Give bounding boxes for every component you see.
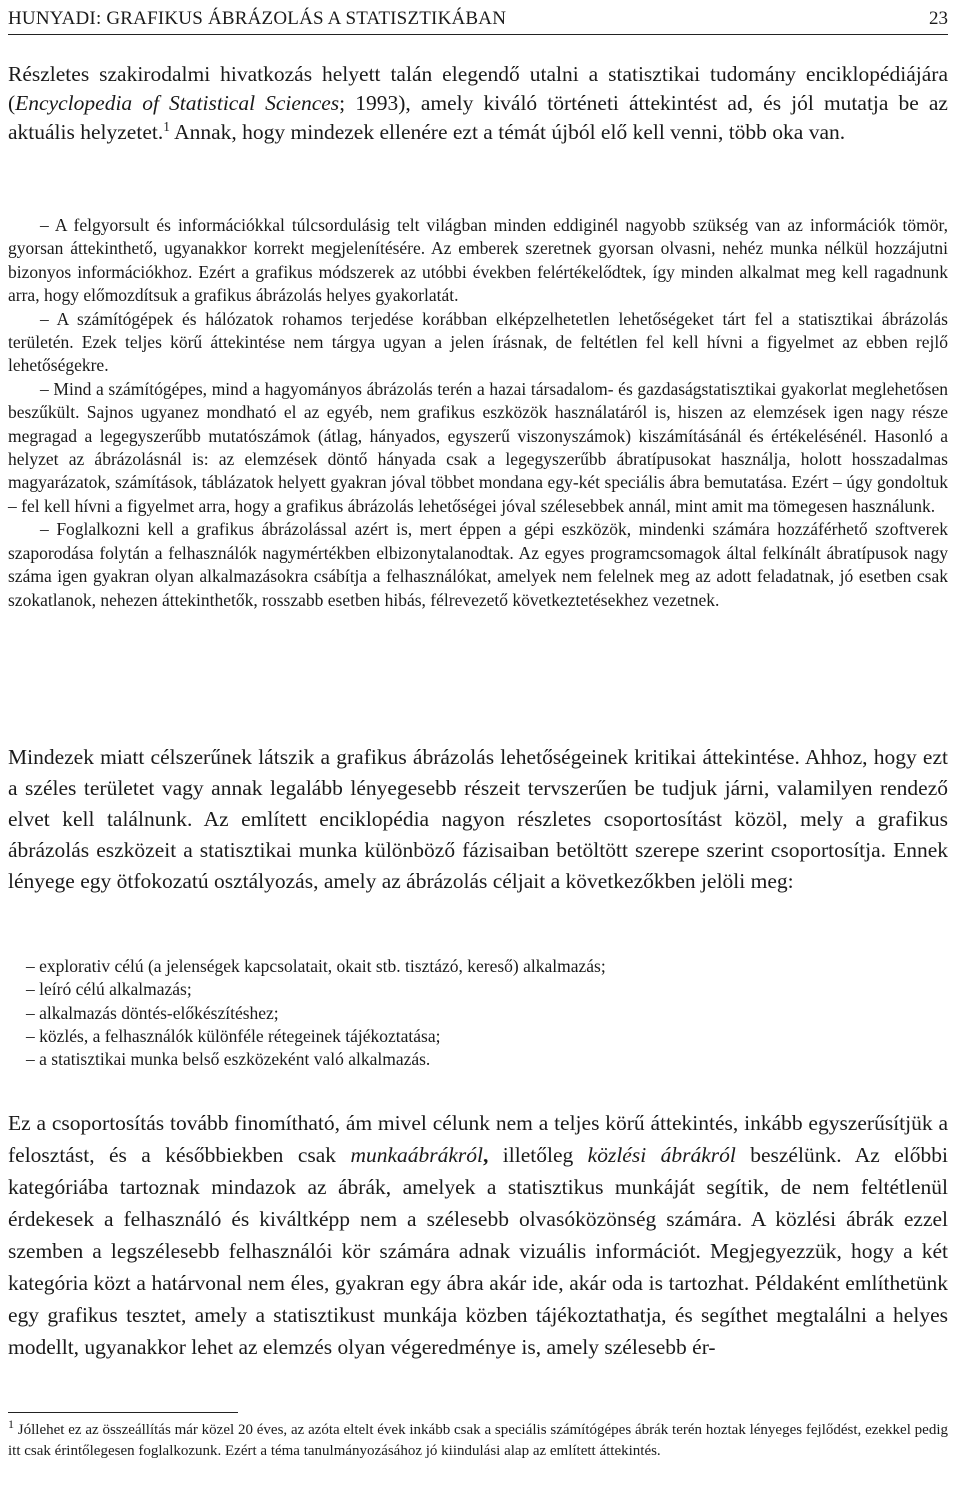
bottom-paragraph xyxy=(8,1107,948,1363)
list-item: – leíró célú alkalmazás; xyxy=(8,978,606,1001)
intro-text-1: Részletes szakirodalmi hivatkozás helyett talán elegendő utalni a statisztikai tudomány enciklopédiájára ( xyxy=(8,62,948,115)
intro-text-3: Annak, hogy mindezek ellenére ezt a témát újból elő kell venni, több oka van. xyxy=(169,120,846,144)
bottom-text-3: beszélünk. Az előbbi kategóriába tartoznak mindazok az ábrák, amelyek a statisztikus munkáját segítik, de nem feltétlenül érdekesek a felhasználó és kiváltképp nem a szélesebb olvasóközönség számára. A közlési ábrák ezzel szemben a legszélesebb felhasználói kör számára adnak vizuális információt. Megjegyezzük, hogy a két kategória közt a határvonal nem éles, gyakran egy ábra akár ide, akár oda is tartozhat. Példaként említhetünk egy grafikus tesztet, amely a statisztikust munkája közben tájékoztathatja, és segíthet megtalálni a helyes modellt, ugyanakkor lehet az elemzés olyan végeredménye is, amely szélesebb ér- xyxy=(8,1143,948,1359)
list-item: – a statisztikai munka belső eszközeként való alkalmazás. xyxy=(8,1048,606,1071)
list-item: – explorativ célú (a jelenségek kapcsolatait, okait stb. tisztázó, kereső) alkalmazás; xyxy=(8,955,606,978)
running-header xyxy=(8,4,948,35)
bottom-text-1: Ez a csoportosítás tovább finomítható, ám mivel célunk nem a teljes körű áttekintés, inkább egyszerűsítjük a felosztást, és a későbbiekben csak xyxy=(8,1111,948,1167)
footnote-divider xyxy=(8,1412,238,1413)
small-paragraphs-section xyxy=(8,214,948,612)
list-item: – közlés, a felhasználók különféle rétegeinek tájékoztatása; xyxy=(8,1025,606,1048)
term-munkaabrak: munkaábrákról xyxy=(350,1143,484,1167)
intro-section xyxy=(8,60,948,147)
footnote-mark: 1 xyxy=(8,1417,14,1431)
list-item: – alkalmazás döntés-előkészítéshez; xyxy=(8,1002,606,1025)
bottom-section xyxy=(8,1107,948,1363)
footnote xyxy=(8,1417,948,1462)
intro-text-2: ; 1993), amely kiváló történeti áttekintést ad, és jól mutatja be az aktuális helyzetet. xyxy=(8,91,948,144)
purpose-list xyxy=(8,955,606,1071)
paragraph-4: – Foglalkozni kell a grafikus ábrázolással azért is, mert éppen a gépi eszközök, mindenki számára hozzáférhető szoftverek szaporodása folytán a felhasználók nagymértékben elbizonytalanodtak. Az egyes programcsomagok által felkínált ábratípusok nagy száma igen gyakran olyan alkalmazásokra csábítja a felhasználókat, amelyek nem felelnek meg az adott feladatnak, jó esetben csak szokatlanok, nehezen áttekinthetők, rosszabb esetben hibás, félrevezető következtetésekhez vezetnek. xyxy=(8,518,948,612)
page-number: 23 xyxy=(929,8,948,29)
footnote-reference[interactable]: 1 xyxy=(163,118,170,134)
intro-paragraph xyxy=(8,60,948,147)
term-kozlesi-abrak: közlési ábrákról xyxy=(587,1143,736,1167)
bottom-text-2: illetőleg xyxy=(488,1143,588,1167)
mid-section xyxy=(8,742,948,897)
paragraph-1: – A felgyorsult és információkkal túlcsordulásig telt világban minden eddiginél nagyobb szükség van az információk tömör, gyorsan áttekinthető, ugyanakkor korrekt megjelenítésére. Az emberek szeretnek gyorsan olvasni, nehéz munka nélkül hozzájutni bizonyos információkhoz. Ezért a grafikus módszerek az utóbbi években felértékelődtek, így minden alkalmat meg kell ragadnunk arra, hogy előmozdítsuk a grafikus ábrázolás helyes gyakorlatát. xyxy=(8,214,948,308)
intro-encyclopedia-title: Encyclopedia of Statistical Sciences xyxy=(15,91,340,115)
paragraph-2: – A számítógépek és hálózatok rohamos terjedése korábban elképzelhetetlen lehetőségeket tárt fel a statisztikai ábrázolás területén. Ezek teljes körű áttekintése nem tárgya ugyan a jelen írásnak, de feltétlen fel kell hívni a figyelmet az ebben rejlő lehetőségekre. xyxy=(8,308,948,378)
paragraph-3: – Mind a számítógépes, mind a hagyományos ábrázolás terén a hazai társadalom- és gazdaságstatisztikai gyakorlat meglehetősen beszűkült. Sajnos ugyanez mondható el az egyéb, nem grafikus eszközök használatáról is, hiszen az elemzések igen nagy része megragad a legegyszerűbb mutatószámok (átlag, hányados, egyszerű viszonyszámok) kiszámításánál és értékelésénél. Hasonló a helyzet az ábrázolásnál is: az elemzések döntő hányada csak a legegyszerűbb ábratípusokat használja, holott hosszadalmas magyarázatok, számítások, táblázatok helyett gyakran jóval többet mondana egy-két speciális ábra bemutatása. Ezért – úgy gondoltuk – fel kell hívni a figyelmet arra, hogy a grafikus ábrázolás lehetőségei jóval szélesebbek annál, mint amit ma tömegesen használunk. xyxy=(8,378,948,518)
mid-paragraph: Mindezek miatt célszerűnek látszik a grafikus ábrázolás lehetőségeinek kritikai áttekintése. Ahhoz, hogy ezt a széles területet vagy annak legalább lényegesebb részeit tervszerűen be tudjuk járni, valamilyen rendező elvet kell találnunk. Az említett enciklopédia nagyon részletes csoportosítást közöl, mely a grafikus ábrázolás eszközeit a statisztikai munka különböző fázisaiban betöltött szerepe szerint csoportosítja. Ennek lényege egy ötfokozatú osztályozás, amely az ábrázolás céljait a következőkben jelöli meg: xyxy=(8,745,948,893)
running-title: HUNYADI: GRAFIKUS ÁBRÁZOLÁS A STATISZTIKÁBAN xyxy=(8,8,507,29)
footnote-text: Jóllehet ez az összeállítás már közel 20 éves, az azóta eltelt évek inkább csak a speciális számítógépes ábrák terén hoztak lényeges fejlődést, ezekkel pedig itt csak érintőlegesen foglalkozunk. Ezért a téma tanulmányozásához jó kiindulási alap az említett áttekintés. xyxy=(8,1422,948,1459)
bold-comma: , xyxy=(483,1143,489,1167)
